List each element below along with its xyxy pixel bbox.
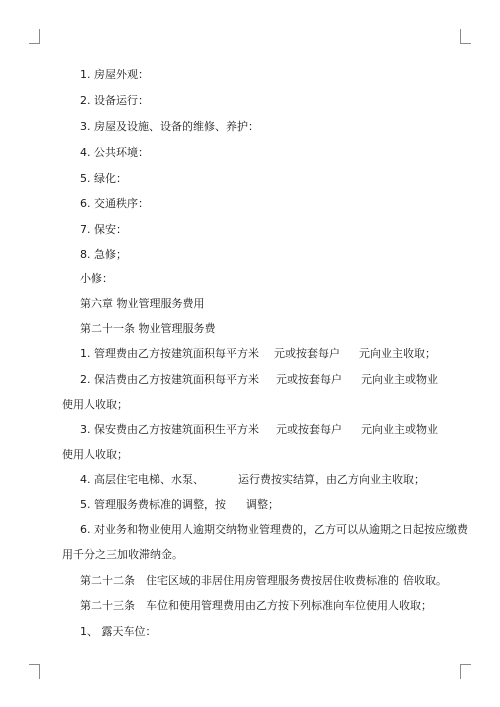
line-text: 第二十二条 住宅区域的非居住用房管理服务费按居住收费标准的 (80, 574, 399, 587)
crop-mark-top-left (29, 29, 40, 44)
list-item-exterior (0, 67, 500, 83)
line-text: 6. 交通秩序： (80, 197, 149, 210)
line-text: 小修： (80, 272, 113, 285)
line-text: 元或按套每户 (276, 423, 342, 436)
fee-item-elevator (0, 472, 500, 488)
line-text: 使用人收取； (62, 448, 128, 461)
fee-item-cleaning (0, 372, 500, 388)
fee-item-security (0, 422, 500, 438)
fee-item-cleaning-cont (0, 397, 500, 413)
list-item-greening (0, 171, 500, 187)
line-text: 1. 管理费由乙方按建筑面积每平方米 (80, 347, 259, 360)
line-text: 4. 高层住宅电梯、水泵、 (80, 473, 204, 486)
crop-mark-top-right (460, 29, 471, 44)
line-text: 倍收取。 (403, 574, 447, 587)
line-text: 第六章 物业管理服务费用 (80, 297, 205, 310)
list-item-security (0, 222, 500, 238)
article-23 (0, 598, 500, 614)
line-text: 元或按套每户 (274, 347, 340, 360)
line-text: 元或按套每户 (276, 373, 342, 386)
line-text: 3. 房屋及设施、设备的维修、养护： (80, 120, 259, 133)
line-text: 2. 保洁费由乙方按建筑面积每平方米 (80, 373, 259, 386)
line-text: 1. 房屋外观： (80, 68, 149, 81)
crop-mark-bottom-right (460, 664, 471, 679)
list-item-minor-repair (0, 271, 500, 287)
article-heading (0, 321, 500, 337)
article-22 (0, 573, 500, 589)
line-text: 7. 保安： (80, 223, 127, 236)
line-text: 3. 保安费由乙方按建筑面积生平方米 (80, 423, 259, 436)
line-text: 1、 露天车位： (80, 625, 157, 638)
line-text: 4. 公共环境： (80, 146, 149, 159)
list-item-emergency-repair (0, 247, 500, 263)
list-item-environment (0, 145, 500, 161)
line-text: 运行费按实结算，由乙方向业主收取； (238, 473, 425, 486)
line-text: 6. 对业务和物业使用人逾期交纳物业管理费的，乙方可以从逾期之日起按应缴费 (80, 523, 468, 536)
line-text: 元向业主收取； (359, 347, 436, 360)
line-text: 2. 设备运行： (80, 94, 149, 107)
chapter-heading (0, 296, 500, 312)
line-text: 第二十一条 物业管理服务费 (80, 322, 216, 335)
line-text: 5. 绿化： (80, 172, 127, 185)
parking-item-outdoor (0, 624, 500, 640)
line-text: 元向业主或物业 (361, 423, 438, 436)
fee-item-late-payment (0, 522, 500, 538)
line-text: 第二十三条 车位和使用管理费用由乙方按下列标准向车位使用人收取； (80, 599, 432, 612)
fee-item-management (0, 346, 500, 362)
fee-item-adjustment (0, 497, 500, 513)
line-text: 5. 管理服务费标准的调整，按 (80, 498, 226, 511)
list-item-equipment (0, 93, 500, 109)
line-text: 用千分之三加收滞纳金。 (62, 548, 183, 561)
list-item-maintenance (0, 119, 500, 135)
line-text: 使用人收取； (62, 398, 128, 411)
fee-item-late-payment-cont (0, 547, 500, 563)
line-text: 8. 急修； (80, 248, 127, 261)
crop-mark-bottom-left (29, 664, 40, 679)
line-text: 元向业主或物业 (361, 373, 438, 386)
list-item-traffic (0, 196, 500, 212)
line-text: 调整； (246, 498, 279, 511)
fee-item-security-cont (0, 447, 500, 463)
